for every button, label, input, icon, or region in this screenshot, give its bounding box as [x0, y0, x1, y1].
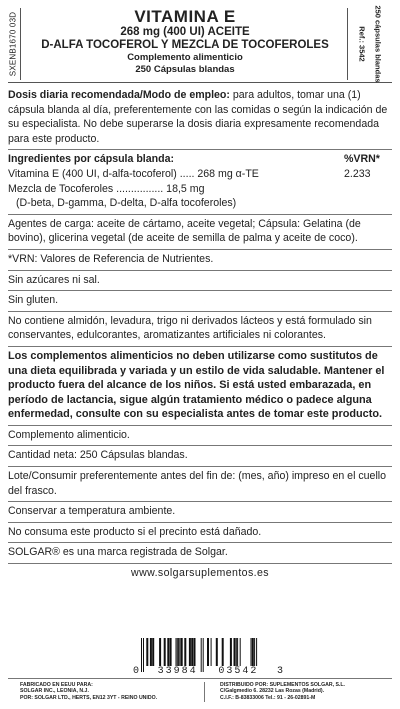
ingredient-row [8, 167, 392, 182]
barcode-first-digit: 0 [133, 666, 140, 677]
divider [8, 501, 392, 502]
bulking-agents: Agentes de carga: aceite de cártamo, aceite vegetal; Cápsula: Gelatina (de bovino), glicerina vegetal (de aceite de semilla de palma y aceite de coco). [8, 217, 361, 245]
label-footer [8, 678, 392, 704]
barcode-last-digit: 3 [276, 666, 283, 677]
ingredient-vrn [344, 182, 392, 197]
distributor-info [220, 682, 345, 701]
ingredient-row [8, 182, 392, 197]
divider [8, 346, 392, 347]
divider [8, 522, 392, 523]
closing-line: Conservar a temperatura ambiente. [8, 505, 176, 518]
side-ref: Ref.: 3542 [357, 26, 367, 62]
ingredient-detail: (D-beta, D-gamma, D-delta, D-alfa tocoferoles) [16, 197, 237, 210]
product-subtitle-2: D-ALFA TOCOFEROL Y MEZCLA DE TOCOFEROLES [41, 39, 329, 51]
vrn-heading: %VRN* [344, 153, 380, 166]
barcode-digits [133, 666, 283, 677]
divider [8, 311, 392, 312]
closing-line: Cantidad neta: 250 Cápsulas blandas. [8, 449, 188, 462]
label-body [8, 88, 392, 581]
barcode [133, 638, 283, 676]
capsule-count: 250 Cápsulas blandas [135, 64, 235, 75]
divider [8, 563, 392, 564]
closing-line: Lote/Consumir preferentemente antes del fin de: (mes, año) impreso en el cuello del frasco. [8, 470, 387, 497]
divider [8, 249, 392, 250]
manufacturer-line: SOLGAR INC., LEONIA, N.J. [20, 688, 89, 695]
ingredients-heading: Ingredientes por cápsula blanda: [8, 153, 175, 166]
supplement-label [8, 6, 392, 703]
closing-line: Complemento alimenticio. [8, 428, 130, 441]
no-contains-note: No contiene almidón, levadura, trigo ni derivados lácteos y está formulado sin conservantes, edulcorantes, aromatizantes artificiales ni colorantes. [8, 314, 372, 342]
product-subtitle-1: 268 mg (400 UI) ACEITE [120, 26, 250, 38]
divider [8, 542, 392, 543]
distributor-line: C.I.F.: B-83833006 Tel.: 91 - 26-02891-M [220, 694, 316, 701]
ingredient-vrn: 2.233 [344, 167, 371, 180]
product-title: VITAMINA E [134, 7, 236, 26]
divider [8, 445, 392, 446]
ingredient-name: Vitamina E (400 UI, d-alfa-tocoferol) ..... 268 mg α-TE [8, 167, 259, 180]
ingredients-header [8, 152, 392, 167]
ingredient-name: Mezcla de Tocoferoles ................ 18,5 mg [8, 182, 205, 195]
side-capsules: 250 cápsulas blandas [373, 5, 383, 83]
divider [8, 214, 392, 215]
divider [8, 466, 392, 467]
manufacturer-line: FABRICADO EN EEUU PARA: [20, 682, 93, 688]
closing-line: SOLGAR® es una marca registrada de Solgar. [8, 546, 228, 559]
no-gluten-note: Sin gluten. [8, 294, 59, 307]
barcode-group-2: 03542 [218, 666, 259, 677]
vrn-note: *VRN: Valores de Referencia de Nutrientes. [8, 252, 214, 265]
manufacturer-info [20, 682, 157, 701]
side-code: SXENB1670 03D [8, 11, 18, 77]
manufacturer-line: POR: SOLGAR LTD., HERTS, EN12 3YT - REINO UNIDO. [20, 694, 158, 701]
divider [8, 149, 392, 150]
side-code-box [6, 8, 21, 80]
distributor-line: C/Galgmedio 6. 28232 Las Rozas (Madrid). [220, 688, 325, 695]
label-header [8, 6, 392, 83]
website-url: www.solgarsuplementos.es [131, 567, 269, 580]
closing-line: No consuma este producto si el precinto está dañado. [8, 525, 262, 538]
barcode-group-1: 33984 [157, 666, 198, 677]
divider [8, 290, 392, 291]
dosage-heading: Dosis diaria recomendada/Modo de empleo: [8, 89, 230, 101]
dosage-text: para adultos, tomar una (1) cápsula blanda al día, preferentemente con las comidas o según la indicación de su especialista. No debe superarse la dosis diaria expresamente recomendada para este producto. [8, 89, 388, 145]
footer-divider [204, 682, 205, 702]
dosage-paragraph [8, 88, 392, 146]
side-ref-box [347, 5, 392, 83]
distributor-line: DISTRIBUIDO POR: SUPLEMENTOS SOLGAR, S.L. [220, 682, 345, 688]
divider [8, 270, 392, 271]
divider [8, 425, 392, 426]
title-block [26, 6, 344, 76]
no-sugar-note: Sin azúcares ni sal. [8, 273, 100, 286]
complement-label: Complemento alimenticio [127, 52, 243, 63]
warning-text: Los complementos alimenticios no deben utilizarse como sustitutos de una dieta equilibrada y variada y un estilo de vida saludable. Mantener el producto fuera del alcance de los niños. Si está usted embarazada, en período de lactancia, sigue algún tratamiento médico o padece alguna enfermedad, consulte con su especialista antes de tomar este producto. [8, 349, 385, 421]
